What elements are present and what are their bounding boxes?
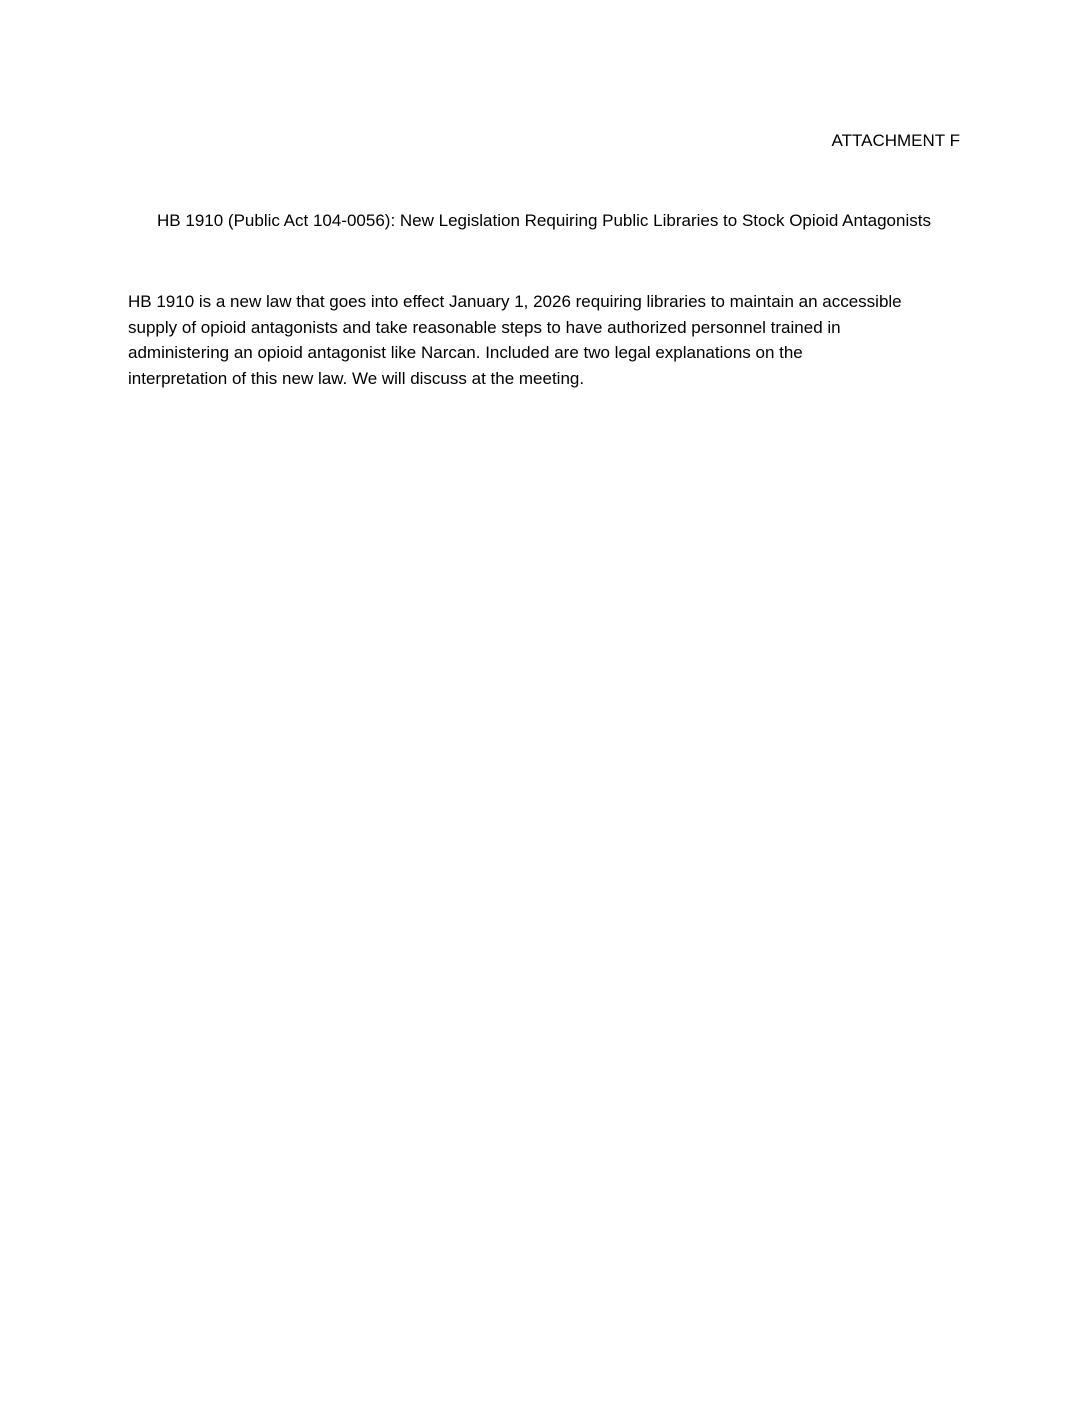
document-title: HB 1910 (Public Act 104-0056): New Legislation Requiring Public Libraries to Stock Opioid Antagonists — [157, 211, 931, 230]
body-line: supply of opioid antagonists and take reasonable steps to have authorized personnel trained in — [128, 317, 841, 337]
body-line: HB 1910 is a new law that goes into effect January 1, 2026 requiring libraries to maintain an accessible — [128, 292, 902, 311]
body-paragraph — [128, 289, 960, 391]
attachment-label: ATTACHMENT F — [831, 131, 960, 150]
body-line: administering an opioid antagonist like Narcan. Included are two legal explanations on the — [128, 343, 803, 362]
body-line: interpretation of this new law. We will discuss at the meeting. — [128, 368, 585, 388]
